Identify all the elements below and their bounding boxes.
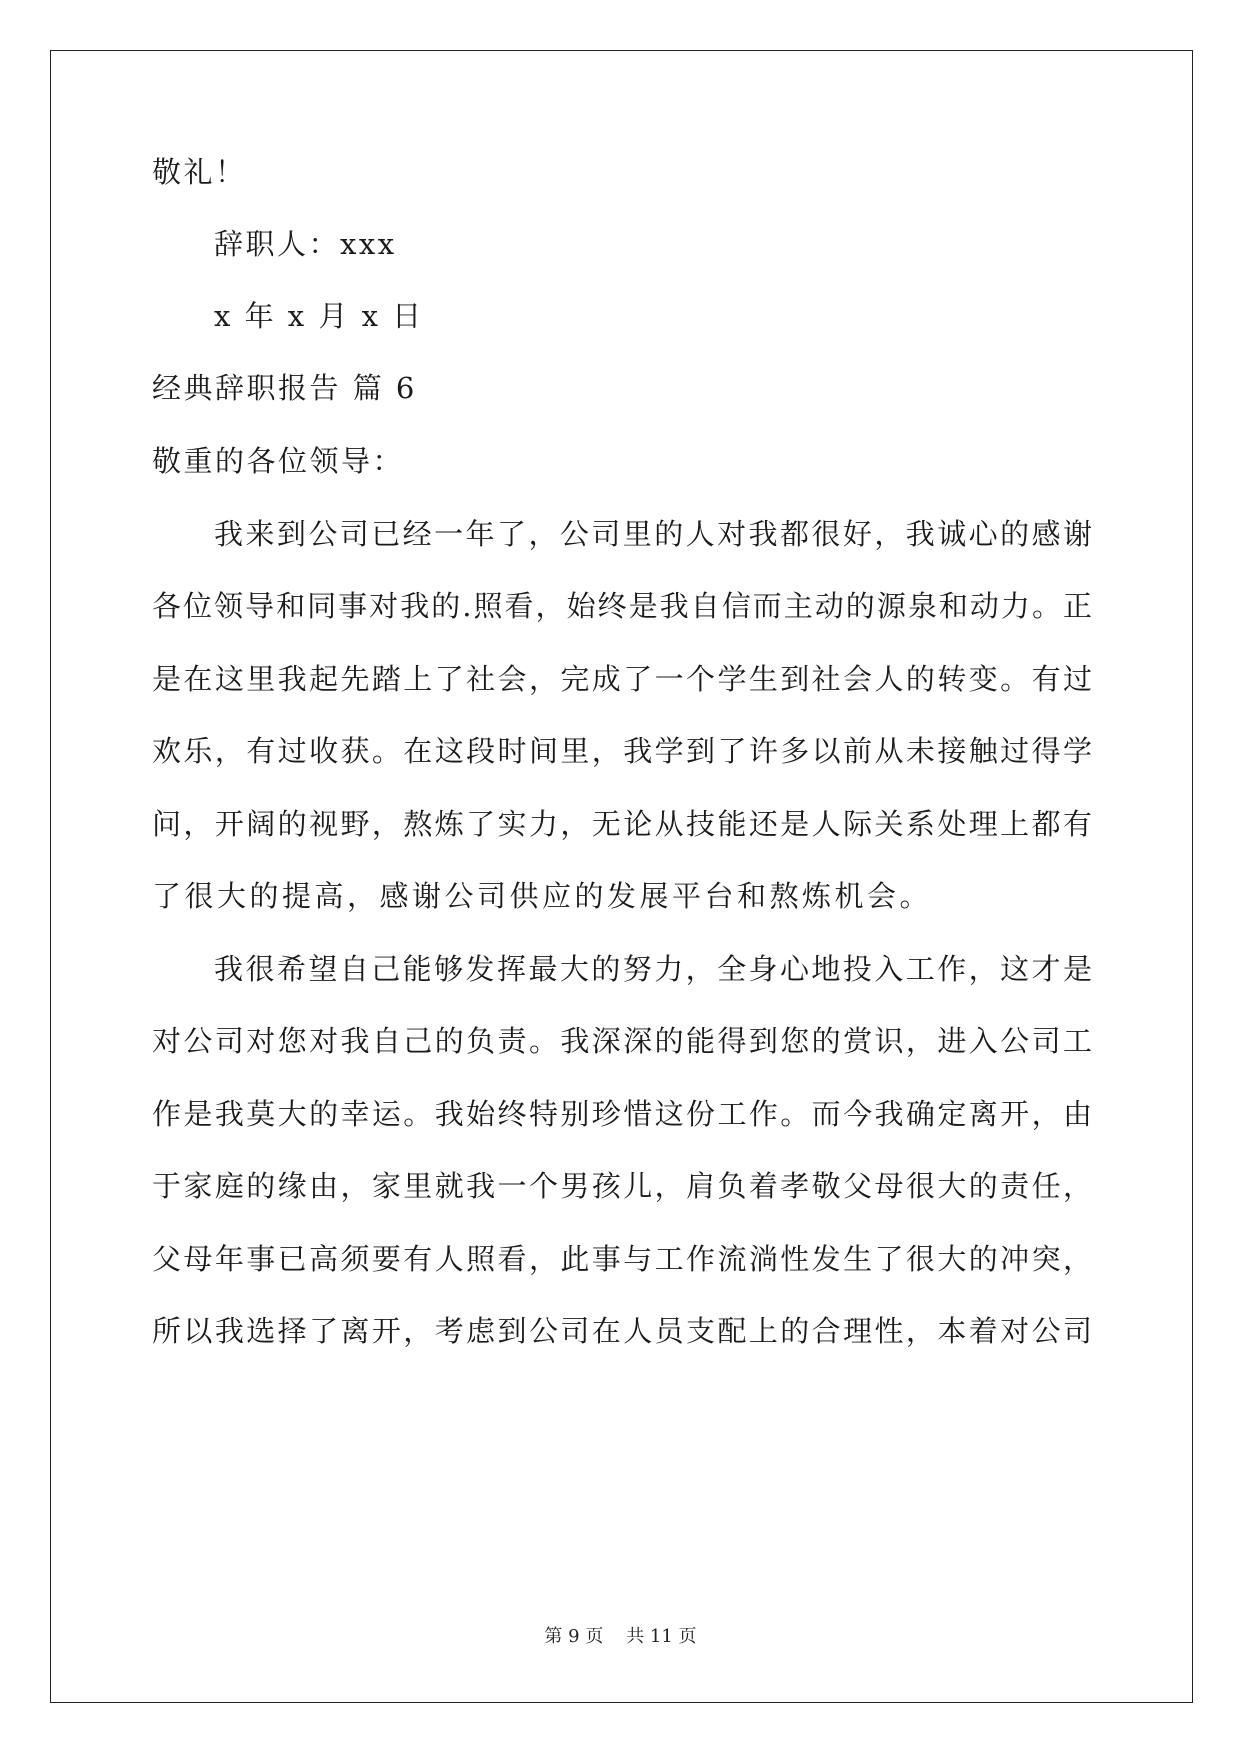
paragraph-line: 各位领导和同事对我的.照看，始终是我自信而主动的源泉和动力。正 (152, 589, 1092, 623)
date-line: x 年 x 月 x 日 (214, 299, 424, 333)
paragraph-line: 于家庭的缘由，家里就我一个男孩儿，肩负着孝敬父母很大的责任， (152, 1169, 1092, 1203)
paragraph-line: 我很希望自己能够发挥最大的努力，全身心地投入工作，这才是 (214, 952, 1092, 986)
greeting-line: 敬重的各位领导： (152, 444, 405, 478)
paragraph-line: 问，开阔的视野，熬炼了实力，无论从技能还是人际关系处理上都有 (152, 807, 1092, 841)
paragraph-line: 了很大的提高，感谢公司供应的发展平台和熬炼机会。 (152, 879, 933, 913)
paragraph-line: 对公司对您对我自己的负责。我深深的能得到您的赏识，进入公司工 (152, 1024, 1092, 1058)
paragraph-line: 作是我莫大的幸运。我始终特别珍惜这份工作。而今我确定离开，由 (152, 1097, 1092, 1131)
section-heading: 经典辞职报告 篇 6 (152, 371, 417, 405)
closing-salute: 敬礼！ (152, 155, 247, 189)
page-footer: 第 9 页 共 11 页 (544, 1626, 697, 1647)
paragraph-line: 父母年事已高须要有人照看，此事与工作流淌性发生了很大的冲突， (152, 1242, 1092, 1276)
paragraph-line: 我来到公司已经一年了，公司里的人对我都很好，我诚心的感谢 (214, 517, 1092, 551)
paragraph-line: 是在这里我起先踏上了社会，完成了一个学生到社会人的转变。有过 (152, 662, 1092, 696)
signer-line: 辞职人：xxx (214, 227, 397, 261)
paragraph-line: 欢乐，有过收获。在这段时间里，我学到了许多以前从未接触过得学 (152, 734, 1092, 768)
paragraph-line: 所以我选择了离开，考虑到公司在人员支配上的合理性，本着对公司 (152, 1314, 1092, 1348)
